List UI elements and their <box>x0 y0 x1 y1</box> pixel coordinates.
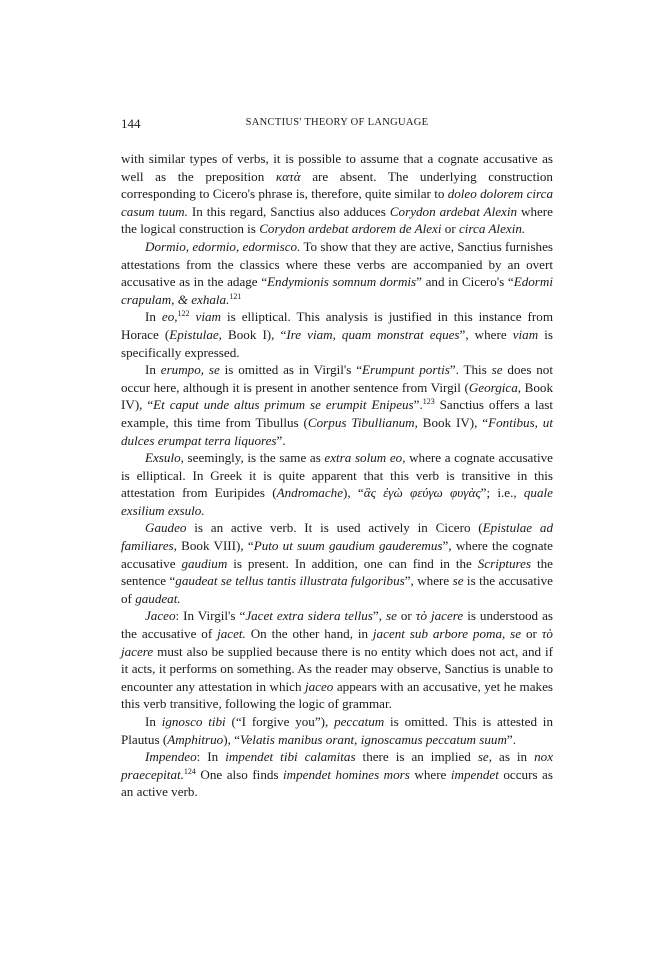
paragraph-1: with similar types of verbs, it is possible to assume that a cognate accusative as well as the preposition κατὰ are absent. The underlying construction corresponding to Cicero's phrase is, therefore, quite similar to doleo dolorem circa casum tuum. In this regard, Sanctius also adduces Corydon ardebat Alexin where the logical construction is Corydon ardebat ardorem de Alexi or circa Alexin. <box>121 151 553 237</box>
body-text <box>121 150 553 801</box>
paragraph-eo: In eo,$^{122}$ viam is elliptical. This analysis is justified in this instance from Horace (Epistulae, Book I), “Ire viam, quam monstrat eques”, where viam is specifically expressed. <box>121 309 553 360</box>
paragraph-dormio: Dormio, edormio, edormisco. To show that they are active, Sanctius furnishes attestations from the classics where these verbs are accompanied by an overt accusative as in the adage “Endymionis somnum dormis” and in Cicero's “Edormi crapulam, & exhala.$^{121}$ <box>121 238 554 307</box>
paragraph-impendeo: Impendeo: In impendet tibi calamitas there is an implied se, as in nox praecepitat.$^{124}$ One also finds impendet homines mors where impendet occurs as an active verb. <box>121 749 554 800</box>
running-title: SANCTIUS' THEORY OF LANGUAGE <box>245 117 429 128</box>
paragraph-gaudeo: Gaudeo is an active verb. It is used actively in Cicero (Epistulae ad familiares, Book VIII), “Puto ut suum gaudium gauderemus”, where the cognate accusative gaudium is present. In addition, one can find in the Scriptures the sentence “gaudeat se tellus tantis illustrata fulgoribus”, where se is the accusative of gaudeat. <box>121 520 553 606</box>
paragraph-erumpo: In erumpo, se is omitted as in Virgil's “Erumpunt portis”. This se does not occur here, although it is present in another sentence from Virgil (Georgica, Book IV), “Et caput unde altus primum se erumpit Enipeus”.$^{123}$ Sanctius offers a last example, this time from Tibullus (Corpus Tibullianum, Book IV), “Fontibus, ut dulces erumpat terra liquores”. <box>121 362 553 448</box>
footnote-ref-122: 122 <box>177 309 190 319</box>
paragraph-jaceo: Jaceo: In Virgil's “Jacet extra sidera tellus”, se or τὸ jacere is understood as the accusative of jacet. On the other hand, in jacent sub arbore poma, se or τὸ jacere must also be supplied because there is no entity which does not act, and if it acts, it performs on something. As the reader may observe, Sanctius is unable to encounter any attestation in which jaceo appears with an accusative, yet he makes this verb transitive, following the logic of grammar. <box>121 608 554 712</box>
footnote-ref-121: 121 <box>229 291 242 301</box>
footnote-ref-123: 123 <box>422 397 435 407</box>
paragraph-ignosco: In ignosco tibi (“I forgive you”), peccatum is omitted. This is attested in Plautus (Amphitruo), “Velatis manibus orant, ignoscamus peccatum suum”. <box>121 714 553 747</box>
page-number: 144 <box>121 116 141 131</box>
footnote-ref-124: 124 <box>183 766 196 776</box>
running-head <box>121 116 553 134</box>
paragraph-exsulo: Exsulo, seemingly, is the same as extra solum eo, where a cognate accusative is elliptical. In Greek it is quite apparent that this verb is transitive in this attestation from Euripides (Andromache), “ἃς ἐγὼ φεύγω φυγὰς”; i.e., quale exsilium exsulo. <box>121 450 553 518</box>
